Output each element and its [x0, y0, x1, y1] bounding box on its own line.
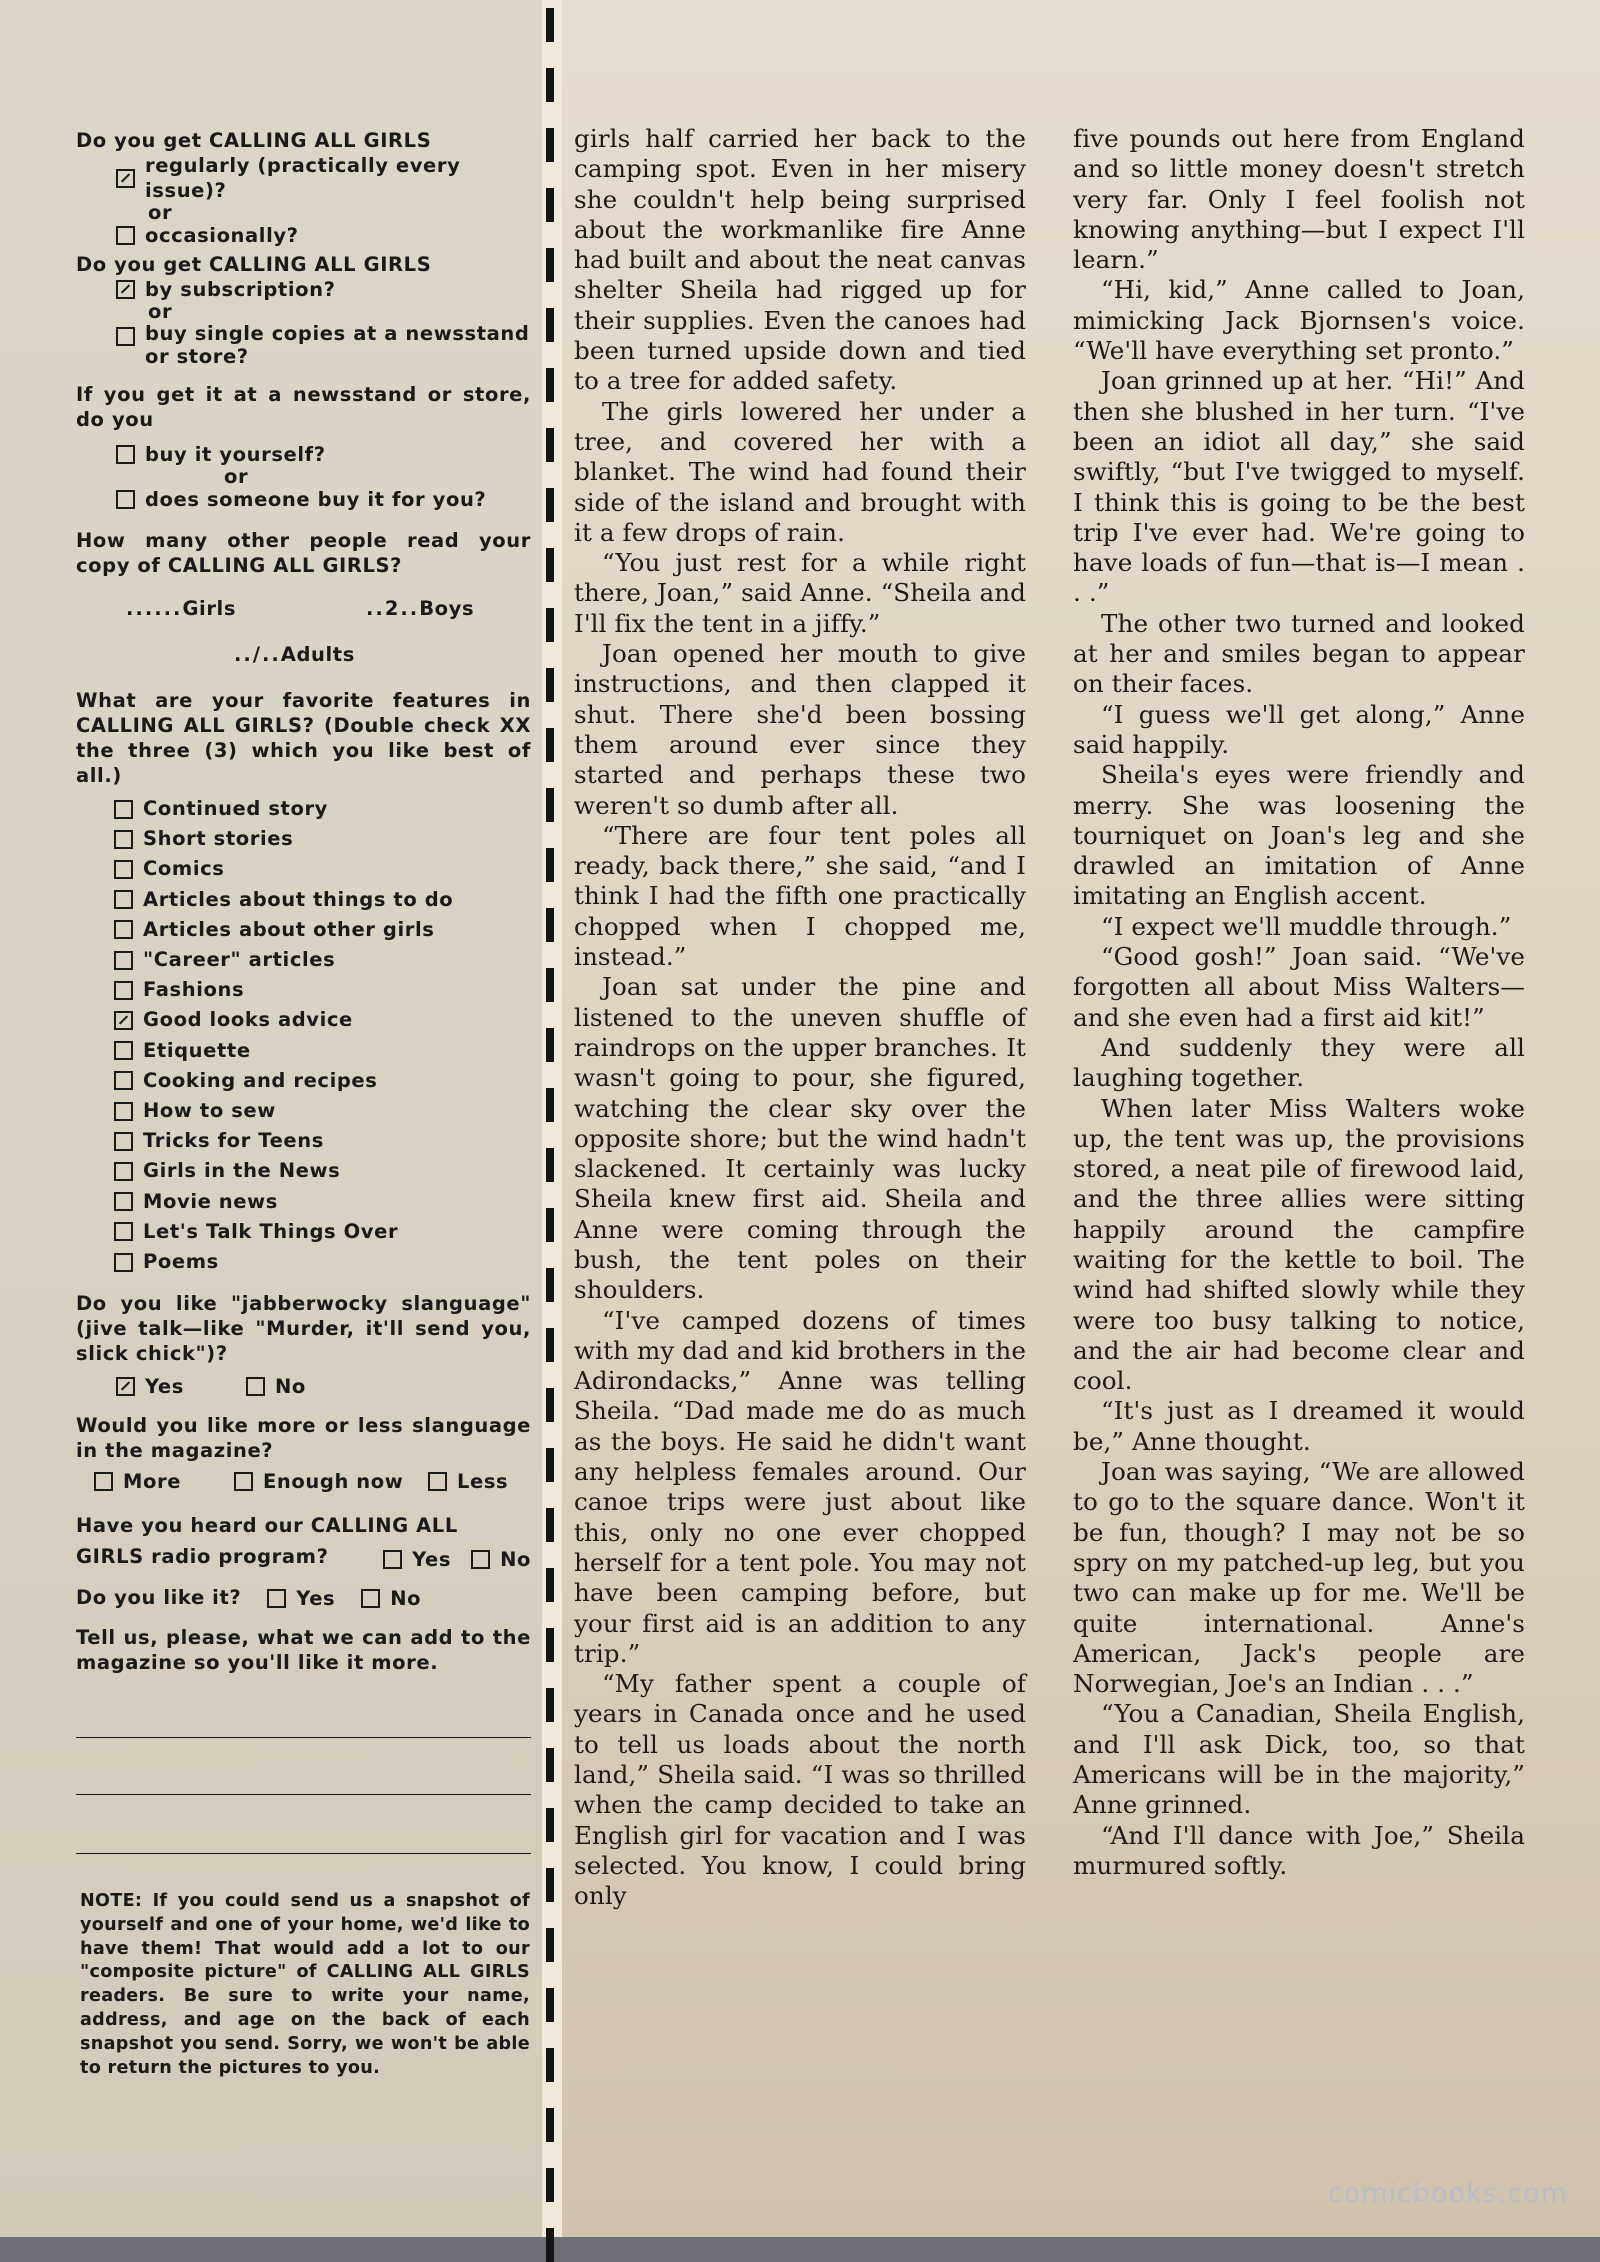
feature-option[interactable] [114, 1126, 531, 1156]
perforation-dash [546, 428, 554, 462]
feature-label: Short stories [143, 827, 294, 851]
question-2: Do you get CALLING ALL GIRLS [76, 253, 432, 276]
feature-option[interactable] [114, 1036, 531, 1066]
feature-option[interactable] [114, 915, 531, 945]
option-yes[interactable]: Yes [116, 1374, 246, 1399]
feature-label: Poems [143, 1250, 219, 1274]
checkbox-icon[interactable] [114, 1192, 133, 1211]
perforation-dash [546, 2228, 554, 2262]
story-column-1 [574, 124, 1026, 1912]
feature-option[interactable] [114, 1156, 531, 1186]
or-label: or [148, 300, 173, 323]
feature-label: Articles about other girls [143, 917, 435, 941]
checkbox-icon[interactable] [114, 981, 133, 1000]
perforation-dash [546, 1088, 554, 1122]
question-7: Would you like more or less slanguage in the magazine? [76, 1414, 531, 1463]
option-buy-yourself[interactable] [76, 442, 531, 467]
perforation-dash [546, 608, 554, 642]
option-label: buy it yourself? [145, 443, 326, 466]
checkbox-icon[interactable] [246, 1377, 265, 1396]
story-paragraph: girls half carried her back to the camping spot. Even in her misery she couldn't help being surprised about the workmanlike fire Anne had built and about the neat canvas shelter Sheila had rigged up for their supplies. Even the canoes had been turned upside down and tied to a tree for added safety. [574, 124, 1026, 396]
option-radio-no[interactable]: No [471, 1547, 531, 1572]
checkbox-icon[interactable] [116, 327, 135, 346]
answer-line-3[interactable] [76, 1853, 531, 1854]
perforation-dash [546, 1808, 554, 1842]
question-4: How many other people read your copy of CALLING ALL GIRLS? [76, 529, 531, 577]
story-paragraph: Sheila's eyes were friendly and merry. She was loosening the tourniquet on Joan's leg and she drawled an imitation of Anne imitating an English accent. [1073, 760, 1525, 911]
story-paragraph: five pounds out here from England and so little money doesn't stretch very far. Only I feel foolish not knowing anything—but I expect I'll learn.” [1073, 124, 1525, 275]
question-8: Have you heard our CALLING ALL GIRLS radio program? Yes No [76, 1514, 531, 1572]
feature-label: Movie news [143, 1189, 278, 1213]
perforation-dash [546, 1928, 554, 1962]
feature-option[interactable] [114, 945, 531, 975]
feature-option[interactable] [114, 1096, 531, 1126]
feature-label: Comics [143, 857, 225, 881]
option-like-yes[interactable]: Yes [267, 1586, 335, 1611]
checkbox-icon[interactable] [116, 490, 135, 509]
question-5: What are your favorite features in CALLING ALL GIRLS? (Double check XX the three (3) which you like best of all.) [76, 689, 531, 787]
slanguage-amount-row [76, 1469, 531, 1494]
snapshot-note: NOTE: If you could send us a snapshot of yourself and one of your home, we'd like to have them! That would add a lot to our "composite picture" of CALLING ALL GIRLS readers. Be sure to write your name, address, and age on the back of each snapshot you send. Sorry, we won't be able to return the pictures to you. [80, 1891, 530, 2078]
feature-option[interactable] [114, 794, 531, 824]
option-no[interactable]: No [246, 1374, 306, 1399]
perforation-dash [546, 1028, 554, 1062]
perforation-dash [546, 1688, 554, 1722]
perforation-dash [546, 1148, 554, 1182]
or-label: or [148, 201, 173, 224]
perforation-dash [546, 548, 554, 582]
answer-line-2[interactable] [76, 1794, 531, 1795]
checkbox-icon[interactable] [267, 1589, 286, 1608]
checkbox-icon[interactable] [116, 226, 135, 245]
option-label: by subscription? [145, 278, 336, 301]
feature-label: Tricks for Teens [143, 1129, 324, 1153]
story-paragraph: “I've camped dozens of times with my dad and kid brothers in the Adirondacks,” Anne was telling Sheila. “Dad made me do as much as the boys. He said he didn't want any helpless females around. Our canoe trips were just about like this, only no one ever chopped herself for a tent pole. You may not have been camping before, but your first aid is an addition to any trip.” [574, 1305, 1026, 1668]
checkbox-icon[interactable] [361, 1589, 380, 1608]
option-label: does someone buy it for you? [145, 488, 487, 511]
checkbox-icon[interactable] [114, 860, 133, 879]
option-label: buy single copies at a newsstand or store? [145, 322, 530, 368]
checkbox-icon[interactable] [116, 1377, 135, 1396]
feature-label: Good looks advice [143, 1008, 353, 1032]
perforation-dash [546, 1988, 554, 2022]
feature-label: Etiquette [143, 1038, 251, 1062]
checkbox-icon[interactable] [114, 1071, 133, 1090]
perforation-dash [546, 848, 554, 882]
story-paragraph: Joan opened her mouth to give instructions, and then clapped it shut. There she'd been bossing them around ever since they started and perhaps these two weren't so dumb after all. [574, 639, 1026, 820]
reader-survey-form [76, 128, 531, 1854]
checkbox-icon[interactable] [114, 830, 133, 849]
perforation-dash [546, 908, 554, 942]
checkbox-icon[interactable] [114, 1011, 133, 1030]
story-paragraph: “There are four tent poles all ready, back there,” she said, “and I think I had the fifth one practically chopped when I chopped me, instead.” [574, 820, 1026, 972]
perforation-dash [546, 188, 554, 222]
perforation-dash [546, 8, 554, 42]
checkbox-icon[interactable] [114, 1041, 133, 1060]
story-paragraph: “I guess we'll get along,” Anne said happily. [1073, 699, 1525, 759]
perforation-dash [546, 1208, 554, 1242]
checkbox-icon[interactable] [114, 920, 133, 939]
watermark: comicbooks.com [1327, 2178, 1568, 2209]
feature-label: Girls in the News [143, 1159, 341, 1183]
option-less[interactable]: Less [428, 1469, 508, 1494]
perforation-dash [546, 968, 554, 1002]
story-paragraph: “And I'll dance with Joe,” Sheila murmured softly. [1073, 1820, 1525, 1880]
readers-count-row [76, 596, 531, 622]
story-paragraph: The other two turned and looked at her and smiles began to appear on their faces. [1073, 608, 1525, 699]
option-regularly[interactable] [76, 153, 531, 203]
perforation-dash [546, 2108, 554, 2142]
question-10: Tell us, please, what we can add to the magazine so you'll like it more. [76, 1626, 531, 1675]
checkbox-icon[interactable] [116, 169, 135, 188]
feature-label: Let's Talk Things Over [143, 1219, 399, 1243]
adults-count[interactable]: ../..Adults [234, 643, 355, 666]
checkbox-icon[interactable] [114, 890, 133, 909]
perforation-dash [546, 1568, 554, 1602]
option-subscription[interactable] [76, 277, 531, 302]
question-9: Do you like it? Yes No [76, 1586, 422, 1611]
feature-option[interactable] [114, 1247, 531, 1277]
perforation-dash [546, 368, 554, 402]
perforation-dash [546, 68, 554, 102]
checkbox-icon[interactable] [471, 1550, 490, 1569]
girls-count[interactable]: ......Girls [126, 597, 237, 620]
perforation-dash [546, 248, 554, 282]
perforation-dash [546, 308, 554, 342]
feature-label: Continued story [143, 797, 328, 820]
option-single-copies[interactable] [76, 322, 531, 368]
perforation-dash [546, 128, 554, 162]
option-someone-buys[interactable] [76, 487, 531, 512]
question-1: Do you get CALLING ALL GIRLS [76, 129, 432, 152]
checkbox-icon[interactable] [114, 1132, 133, 1151]
perforation-dash [546, 1268, 554, 1302]
story-paragraph: “Hi, kid,” Anne called to Joan, mimicking Jack Bjornsen's voice. “We'll have everything set pronto.” [1073, 275, 1525, 366]
or-label: or [224, 465, 249, 488]
perforation-dash [546, 488, 554, 522]
option-more[interactable]: More [94, 1469, 234, 1494]
checkbox-icon[interactable] [114, 951, 133, 970]
perforation-dash [546, 1448, 554, 1482]
feature-label: How to sew [143, 1099, 276, 1123]
story-paragraph: “You just rest for a while right there, Joan,” said Anne. “Sheila and I'll fix the tent in a jiffy.” [574, 548, 1026, 638]
feature-option[interactable] [114, 1005, 531, 1035]
features-checklist [76, 794, 531, 1277]
story-paragraph: “Good gosh!” Joan said. “We've forgotten all about Miss Walters—and she even had a first aid kit!” [1073, 942, 1525, 1032]
feature-label: "Career" articles [143, 948, 336, 972]
perforation-dash [546, 2168, 554, 2202]
story-paragraph: Joan sat under the pine and listened to the uneven shuffle of raindrops on the upper branches. It wasn't going to pour, she figured, watching the clear sky over the opposite shore; but the wind hadn't slackened. It certainly was lucky Sheila knew first aid. Sheila and Anne were coming through the bush, the tent poles on their shoulders. [574, 972, 1026, 1305]
perforation-dash [546, 668, 554, 702]
story-paragraph: And suddenly they were all laughing together. [1073, 1032, 1525, 1093]
checkbox-icon[interactable] [114, 1162, 133, 1181]
checkbox-icon[interactable] [234, 1472, 253, 1491]
perforation-dash [546, 1508, 554, 1542]
feature-option[interactable] [114, 885, 531, 915]
slanguage-answer-row [76, 1374, 531, 1399]
checkbox-icon[interactable] [114, 1253, 133, 1272]
feature-option[interactable] [114, 1217, 531, 1247]
boys-count[interactable]: ..2..Boys [366, 597, 475, 620]
feature-option[interactable] [114, 1066, 531, 1096]
checkbox-icon[interactable] [428, 1472, 447, 1491]
story-paragraph: “You a Canadian, Sheila English, and I'll ask Dick, too, so that Americans will be in the majority,” Anne grinned. [1073, 1699, 1525, 1820]
feature-option[interactable] [114, 824, 531, 854]
story-paragraph: “My father spent a couple of years in Canada once and he used to tell us loads about the north land,” Sheila said. “I was so thrilled when the camp decided to take an English girl for vacation and I was selected. You know, I could bring only [574, 1669, 1026, 1911]
checkbox-icon[interactable] [94, 1472, 113, 1491]
perforation-dash [546, 788, 554, 822]
feature-option[interactable] [114, 975, 531, 1005]
option-enough-now[interactable]: Enough now [234, 1469, 428, 1494]
perforation-dash [546, 2048, 554, 2082]
option-label: regularly (practically every issue)? [145, 154, 461, 202]
story-paragraph: The girls lowered her under a tree, and covered her with a blanket. The wind had found their side of the island and brought with it a few drops of rain. [574, 396, 1026, 547]
option-label: occasionally? [145, 224, 299, 247]
feature-option[interactable] [114, 1187, 531, 1217]
story-paragraph: Joan was saying, “We are allowed to go to the square dance. Won't it be fun, though? I may not be so spry on my patched-up leg, but you two can make up for me. We'll be quite international. Anne's American, Jack's people are Norwegian, Joe's an Indian . . .” [1073, 1457, 1525, 1699]
story-paragraph: Joan grinned up at her. “Hi!” And then she blushed in her turn. “I've been an idiot all day,” she said swiftly, “but I've twigged to myself. I think this is going to be the best trip I've ever had. We're going to have loads of fun—that is—I mean . . .” [1073, 366, 1525, 608]
question-6: Do you like "jabberwocky slanguage" (jive talk—like "Murder, it'll send you, slick chick")? [76, 1292, 531, 1366]
perforation-dash [546, 1388, 554, 1422]
question-3: If you get it at a newsstand or store, do you [76, 383, 531, 431]
option-occasionally[interactable] [76, 223, 531, 248]
feature-label: Fashions [143, 978, 245, 1002]
radio-answer-row [383, 1547, 531, 1572]
feature-label: Articles about things to do [143, 887, 454, 911]
story-paragraph: When later Miss Walters woke up, the tent was up, the provisions stored, a neat pile of firewood laid, and the three allies were sitting happily around the campfire waiting for the kettle to boil. The wind had shifted slowly while they were too busy talking to notice, and the air had become clear and cool. [1073, 1093, 1525, 1396]
checkbox-icon[interactable] [114, 1222, 133, 1241]
option-radio-yes[interactable]: Yes [383, 1547, 451, 1572]
story-paragraph: “It's just as I dreamed it would be,” Anne thought. [1073, 1396, 1525, 1456]
story-paragraph: “I expect we'll muddle through.” [1101, 911, 1512, 941]
option-like-no[interactable]: No [361, 1586, 421, 1611]
feature-label: Cooking and recipes [143, 1068, 378, 1092]
feature-option[interactable] [114, 854, 531, 884]
answer-line-1[interactable] [76, 1737, 531, 1738]
perforation-dash [546, 1748, 554, 1782]
perforation-dash [546, 728, 554, 762]
story-column-2 [1073, 124, 1525, 1881]
checkbox-icon[interactable] [116, 445, 135, 464]
perforation-dash [546, 1868, 554, 1902]
checkbox-icon[interactable] [383, 1550, 402, 1569]
checkbox-icon[interactable] [116, 280, 135, 299]
perforation-dash [546, 1328, 554, 1362]
perforation-dash [546, 1628, 554, 1662]
checkbox-icon[interactable] [114, 1102, 133, 1121]
checkbox-icon[interactable] [114, 800, 133, 819]
